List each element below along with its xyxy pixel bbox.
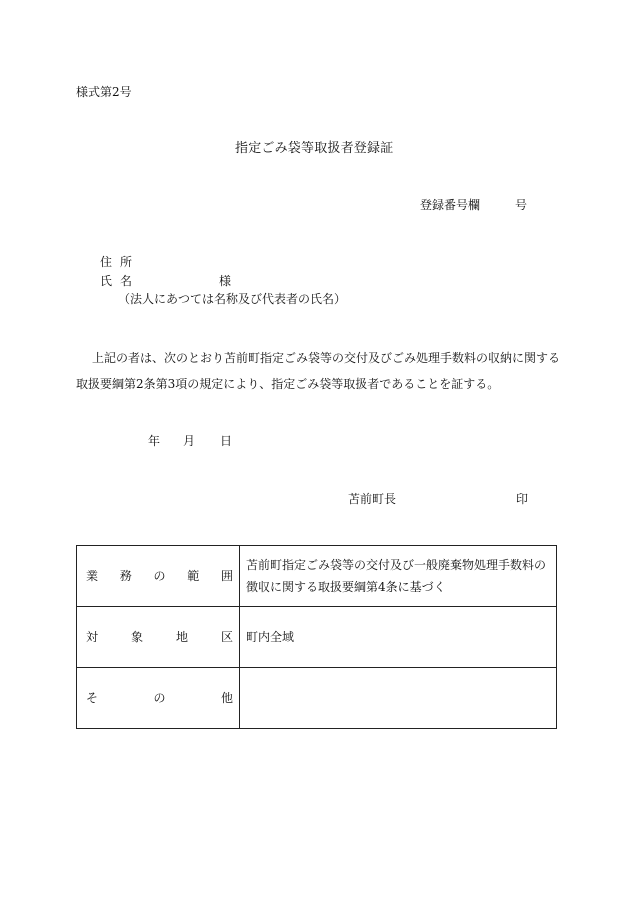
- label-char: 他: [220, 691, 233, 705]
- address-label: 住所: [100, 255, 141, 269]
- target-area-label: [77, 607, 240, 668]
- registration-number-label: 登録番号欄: [420, 198, 481, 212]
- issuer-name: 苫前町長: [348, 492, 397, 506]
- document-title: 指定ごみ袋等取扱者登録証: [235, 141, 394, 156]
- other-label: [77, 668, 240, 729]
- value-line: 徴収に関する取扱要綱第4条に基づく: [246, 580, 446, 594]
- label-char: 業: [86, 569, 99, 583]
- date-day-label: 日: [220, 434, 233, 448]
- registration-number-suffix: 号: [515, 198, 528, 212]
- certification-text-line-2: 取扱要綱第2条第3項の規定により、指定ごみ袋等取扱者であることを証する。: [76, 377, 500, 391]
- table-row: [77, 668, 557, 729]
- table-row: [77, 607, 557, 668]
- label-char: の: [153, 691, 166, 705]
- details-table: [76, 545, 557, 729]
- date-month-label: 月: [183, 434, 196, 448]
- scope-of-work-value: [240, 546, 557, 607]
- value-line: 苫前町指定ごみ袋等の交付及び一般廃棄物処理手数料の: [246, 558, 547, 572]
- table-row: [77, 546, 557, 607]
- date-year-label: 年: [148, 434, 161, 448]
- label-char: 対: [86, 630, 99, 644]
- corporate-name-note: （法人にあつては名称及び代表者の氏名）: [118, 292, 347, 306]
- target-area-value: [240, 607, 557, 668]
- name-honorific: 様: [219, 274, 232, 288]
- label-char: 範: [187, 569, 200, 583]
- label-char: の: [153, 569, 166, 583]
- form-number: 様式第2号: [76, 85, 132, 99]
- label-char: 象: [130, 630, 143, 644]
- label-char: そ: [86, 691, 99, 705]
- name-label: 氏名: [100, 274, 141, 288]
- label-char: 囲: [220, 569, 233, 583]
- label-char: 地: [175, 630, 188, 644]
- seal-mark: 印: [516, 492, 529, 506]
- value-line: 町内全域: [246, 630, 295, 644]
- other-value: [240, 668, 557, 729]
- scope-of-work-label: [77, 546, 240, 607]
- label-char: 務: [119, 569, 132, 583]
- label-char: 区: [220, 630, 233, 644]
- certification-text-line-1: 上記の者は、次のとおり苫前町指定ごみ袋等の交付及びごみ処理手数料の収納に関する: [92, 351, 561, 365]
